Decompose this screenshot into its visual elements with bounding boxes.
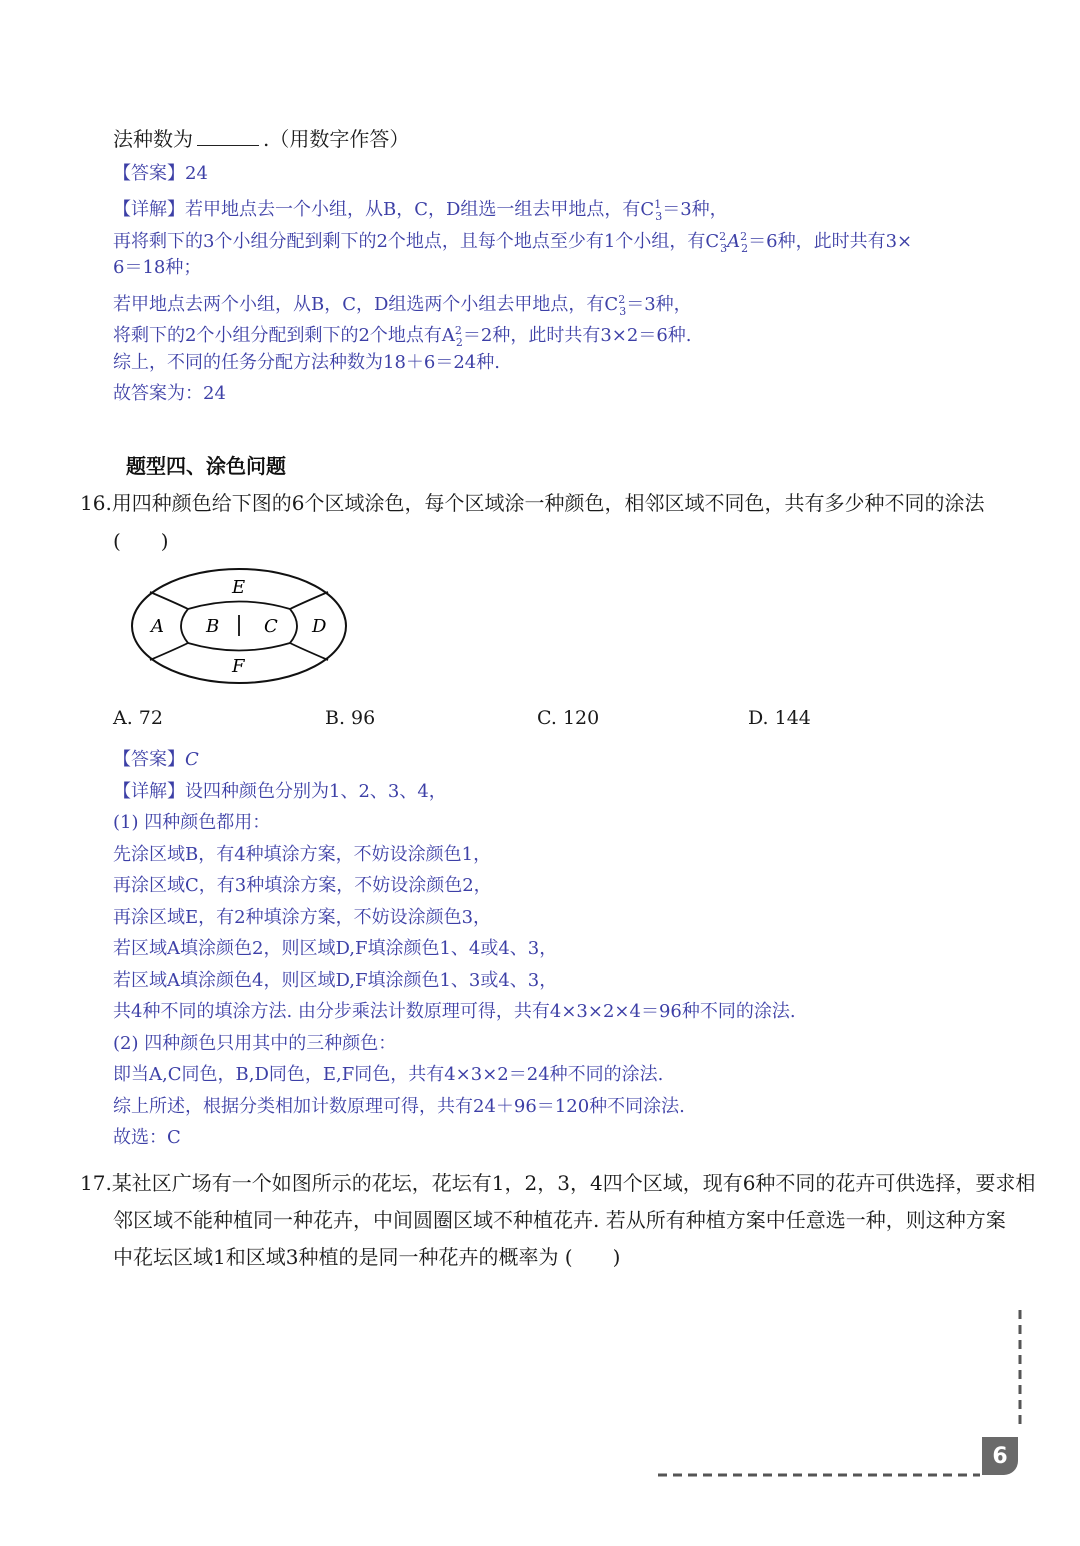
q16-detail-line: 再涂区域C，有3种填涂方案，不妨设涂颜色2，	[113, 875, 492, 896]
region-label-E: E	[232, 577, 246, 598]
q15-stem-line: 法种数为 .（用数字作答）	[113, 127, 410, 151]
q15-answer: 【答案】24	[113, 163, 208, 184]
region-label-B: B	[206, 616, 220, 637]
q15-detail-5: 将剩下的2个小组分配到剩下的2个地点有$A^2_2=2$种，此时共有3×2＝6种.	[113, 324, 692, 349]
page-corner-dashes	[650, 1300, 1030, 1480]
choice-a[interactable]: A. 72	[113, 707, 163, 729]
q17-stem-2: 邻区域不能种植同一种花卉，中间圆圈区域不种植花卉. 若从所有种植方案中任意选一种，则这种方案	[113, 1208, 1006, 1232]
q16-figure	[126, 564, 354, 688]
answer-blank	[197, 127, 259, 146]
region-label-F: F	[232, 656, 245, 677]
q15-detail-4: 若甲地点去两个小组，从B，C，D组选两个小组去甲地点，有$C^2_3=3$种，	[113, 293, 692, 318]
region-label-D: D	[312, 616, 327, 637]
q16-detail-line: 若区域A填涂颜色2，则区域D,F填涂颜色1、4或4、3，	[113, 938, 558, 959]
q17-stem-3: 中花坛区域1和区域3种植的是同一种花卉的概率为 ( )	[113, 1245, 621, 1269]
choice-c[interactable]: C. 120	[537, 707, 600, 729]
q16-detail-line: (2) 四种颜色只用其中的三种颜色：	[113, 1033, 397, 1054]
q16-detail-0: 【详解】设四种颜色分别为1、2、3、4，	[113, 781, 447, 802]
q15-detail-3: 6＝18种；	[113, 257, 202, 278]
q16-detail-line: 综上所述，根据分类相加计数原理可得，共有24＋96＝120种不同涂法.	[113, 1096, 685, 1117]
region-label-C: C	[264, 616, 278, 637]
choice-d[interactable]: D. 144	[748, 707, 811, 729]
q16-detail-line: 若区域A填涂颜色4，则区域D,F填涂颜色1、3或4、3，	[113, 970, 558, 991]
q16-answer: 【答案】C	[113, 749, 199, 770]
q15-detail-6: 综上，不同的任务分配方法种数为18＋6＝24种.	[113, 352, 500, 373]
q17-stem-1: 17.某社区广场有一个如图所示的花坛，花坛有1，2，3，4四个区域，现有6种不同的花卉可供选择，要求相	[80, 1171, 1036, 1195]
q16-detail-line: 再涂区域E，有2种填涂方案，不妨设涂颜色3，	[113, 907, 492, 928]
q16-detail-line: 共4种不同的填涂方法. 由分步乘法计数原理可得，共有4×3×2×4＝96种不同的涂法.	[113, 1001, 796, 1022]
q16-detail-line: 即当A,C同色，B,D同色，E,F同色，共有4×3×2＝24种不同的涂法.	[113, 1064, 664, 1085]
q15-detail-7: 故答案为：24	[113, 383, 226, 404]
q16-paren: ( )	[113, 529, 169, 553]
q15-detail-2: 再将剩下的3个小组分配到剩下的2个地点，且每个地点至少有1个小组，有$C^2_3A^2_2=6$种，此时共有3×	[113, 230, 913, 255]
q16-detail-line: 先涂区域B，有4种填涂方案，不妨设涂颜色1，	[113, 844, 492, 865]
q16-detail-line: (1) 四种颜色都用：	[113, 812, 271, 833]
q16-detail-line: 故选：C	[113, 1127, 181, 1148]
q15-detail-1: 【详解】若甲地点去一个小组，从B，C，D组选一组去甲地点，有$C^1_3=3$种，	[113, 198, 728, 223]
choice-b[interactable]: B. 96	[325, 707, 376, 729]
section-heading: 题型四、涂色问题	[126, 454, 286, 478]
q16-stem: 16.用四种颜色给下图的6个区域涂色，每个区域涂一种颜色，相邻区域不同色，共有多少种不同的涂法	[80, 491, 985, 515]
region-label-A: A	[151, 616, 164, 637]
page-number: 6	[982, 1437, 1018, 1475]
